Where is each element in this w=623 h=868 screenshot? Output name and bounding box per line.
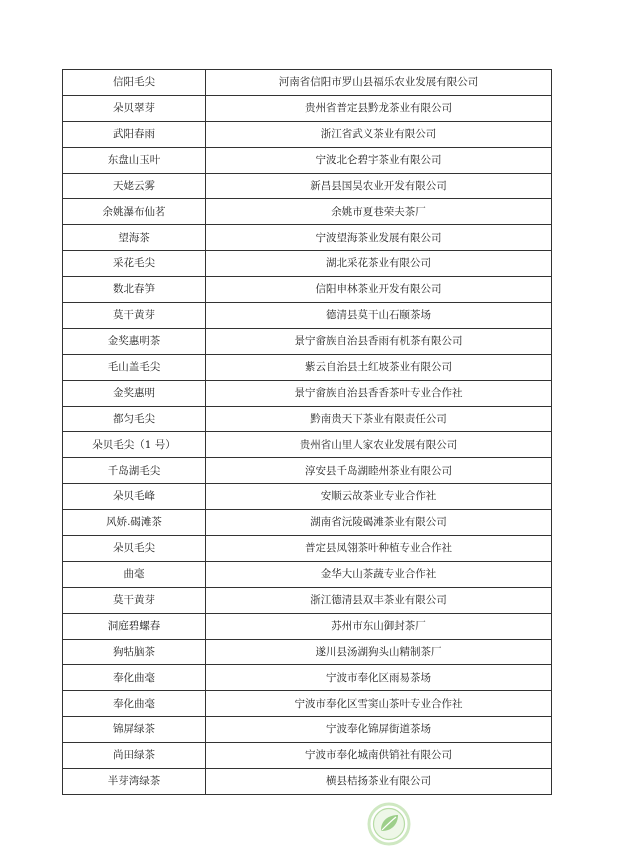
table-row [63,561,552,587]
tea-name-cell: 金奖惠明 [63,380,206,406]
table-row [63,769,552,795]
tea-name-cell: 洞庭碧螺春 [63,613,206,639]
table-row [63,691,552,717]
tea-name-cell: 锦屏绿茶 [63,717,206,743]
table-row [63,251,552,277]
company-cell: 信阳申林茶业开发有限公司 [206,277,552,303]
company-cell: 景宁畲族自治县香雨有机茶有限公司 [206,328,552,354]
tea-products-table [62,69,552,795]
table-row [63,510,552,536]
tea-name-cell: 半芽湾绿茶 [63,769,206,795]
table-row [63,328,552,354]
table-row [63,121,552,147]
tea-name-cell: 武阳春雨 [63,121,206,147]
company-cell: 宁波市奉化城南供销社有限公司 [206,743,552,769]
tea-name-cell: 望海茶 [63,225,206,251]
tea-name-cell: 东盘山玉叶 [63,147,206,173]
table-row [63,70,552,96]
company-cell: 宁波北仑碧宇茶业有限公司 [206,147,552,173]
tea-name-cell: 千岛湖毛尖 [63,458,206,484]
tea-name-cell: 朵贝毛尖（1 号） [63,432,206,458]
company-cell: 宁波望海茶业发展有限公司 [206,225,552,251]
table-row [63,613,552,639]
company-cell: 德清县莫干山石颐茶场 [206,303,552,329]
company-cell: 淳安县千岛湖睦州茶业有限公司 [206,458,552,484]
company-cell: 河南省信阳市罗山县福乐农业发展有限公司 [206,70,552,96]
tea-name-cell: 朵贝翠芽 [63,95,206,121]
table-row [63,354,552,380]
table-body [63,70,552,795]
company-cell: 宁波奉化锦屏街道茶场 [206,717,552,743]
company-cell: 余姚市夏巷荣夫茶厂 [206,199,552,225]
company-cell: 苏州市东山御封茶厂 [206,613,552,639]
company-cell: 安顺云故茶业专业合作社 [206,484,552,510]
tea-name-cell: 金奖惠明茶 [63,328,206,354]
company-cell: 贵州省普定县黔龙茶业有限公司 [206,95,552,121]
company-cell: 黔南贵天下茶业有限责任公司 [206,406,552,432]
table-row [63,587,552,613]
tea-name-cell: 余姚瀑布仙茗 [63,199,206,225]
tea-leaf-watermark-icon [367,802,411,846]
tea-name-cell: 毛山盖毛尖 [63,354,206,380]
tea-name-cell: 奉化曲毫 [63,691,206,717]
company-cell: 湖南省沅陵碣滩茶业有限公司 [206,510,552,536]
company-cell: 景宁畲族自治县香香茶叶专业合作社 [206,380,552,406]
tea-name-cell: 尚田绿茶 [63,743,206,769]
tea-name-cell: 朵贝毛尖 [63,536,206,562]
tea-name-cell: 莫干黄芽 [63,303,206,329]
company-cell: 遂川县汤湖狗头山精制茶厂 [206,639,552,665]
table-row [63,303,552,329]
company-cell: 横县桔扬茶业有限公司 [206,769,552,795]
company-cell: 金华大山茶蔬专业合作社 [206,561,552,587]
table-row [63,173,552,199]
company-cell: 浙江省武义茶业有限公司 [206,121,552,147]
table-row [63,432,552,458]
table-row [63,199,552,225]
table-row [63,743,552,769]
table-row [63,639,552,665]
tea-name-cell: 曲毫 [63,561,206,587]
table-row [63,147,552,173]
company-cell: 新昌县国昊农业开发有限公司 [206,173,552,199]
company-cell: 浙江德清县双丰茶业有限公司 [206,587,552,613]
tea-name-cell: 狗牯脑茶 [63,639,206,665]
table-row [63,95,552,121]
tea-name-cell: 风娇.碣滩茶 [63,510,206,536]
tea-name-cell: 都匀毛尖 [63,406,206,432]
table-row [63,536,552,562]
tea-name-cell: 信阳毛尖 [63,70,206,96]
tea-name-cell: 莫干黄芽 [63,587,206,613]
table-row [63,458,552,484]
company-cell: 贵州省山里人家农业发展有限公司 [206,432,552,458]
company-cell: 宁波市奉化区雪窦山茶叶专业合作社 [206,691,552,717]
tea-name-cell: 采花毛尖 [63,251,206,277]
tea-name-cell: 数北春笋 [63,277,206,303]
table-row [63,380,552,406]
table-row [63,406,552,432]
table-row [63,665,552,691]
table-row [63,277,552,303]
company-cell: 普定县凤翎茶叶种植专业合作社 [206,536,552,562]
table-row [63,484,552,510]
tea-name-cell: 朵贝毛峰 [63,484,206,510]
table-row [63,225,552,251]
tea-name-cell: 天姥云雾 [63,173,206,199]
tea-name-cell: 奉化曲毫 [63,665,206,691]
company-cell: 湖北采花茶业有限公司 [206,251,552,277]
company-cell: 紫云自治县土红坡茶业有限公司 [206,354,552,380]
company-cell: 宁波市奉化区雨易茶场 [206,665,552,691]
table-row [63,717,552,743]
